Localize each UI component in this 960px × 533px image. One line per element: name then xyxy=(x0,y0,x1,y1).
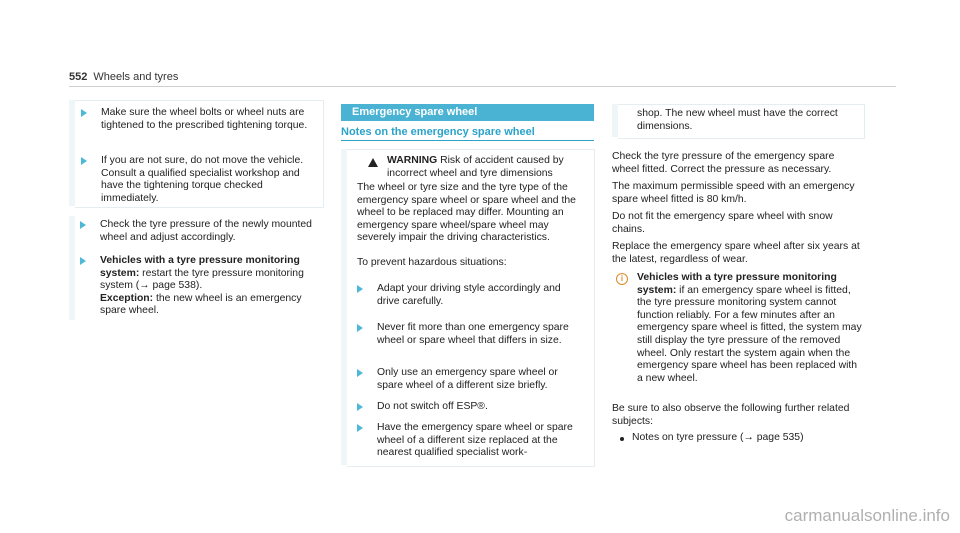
warning-icon xyxy=(368,158,378,167)
list-item-tpms-restart xyxy=(80,255,324,318)
arrow-icon xyxy=(357,324,363,332)
item-text: Make sure the wheel bolts or wheel nuts are tightened to the prescribed tightening torque. xyxy=(101,107,308,131)
step-bar xyxy=(69,216,75,320)
info-note xyxy=(637,272,865,385)
exception-label: Exception: xyxy=(100,292,154,304)
item-text: Adapt your driving style accordingly and drive carefully. xyxy=(377,283,561,307)
item-text xyxy=(100,255,324,318)
info-text: if an emergency spare wheel is fitted, the tyre pressure monitoring system cannot function reliably. For a few minutes after an emergency spare wheel is fitted, the system may still display the tyre pressure of the removed wheel. Only restart the system again when the emergency spare wheel has been replaced with a new wheel. xyxy=(637,284,862,384)
header-rule xyxy=(69,86,896,87)
paragraph: The maximum permissible speed with an emergency spare wheel fitted is 80 km/h. xyxy=(612,181,855,205)
paragraph: Do not fit the emergency spare wheel with snow chains. xyxy=(612,211,833,235)
paragraph: Be sure to also observe the following further related subjects: xyxy=(612,403,850,427)
page-number: 552 xyxy=(69,71,88,83)
info-label: Vehicles with a tyre pressure monitoring system: xyxy=(637,272,837,296)
list-item xyxy=(357,422,585,460)
arrow-icon xyxy=(357,403,363,411)
list-item xyxy=(357,367,585,392)
item-text: Do not switch off ESP®. xyxy=(377,401,488,412)
warning-prevent: To prevent hazardous situations: xyxy=(357,257,507,268)
list-item-check-pressure xyxy=(80,219,324,244)
arrow-icon xyxy=(357,424,363,432)
bullet-icon xyxy=(620,437,624,441)
arrow-icon xyxy=(357,285,363,293)
list-item xyxy=(81,107,317,132)
tpms-text: restart the tyre pressure monitoring system (→ page 538). xyxy=(100,267,304,292)
warning-cont-text: shop. The new wheel must have the correct dimensions. xyxy=(637,108,838,132)
subsection-title: Notes on the emergency spare wheel xyxy=(341,126,535,138)
list-item xyxy=(357,322,585,347)
arrow-icon xyxy=(81,157,87,165)
section-name: Wheels and tyres xyxy=(93,71,179,83)
arrow-icon xyxy=(81,109,87,117)
list-item xyxy=(357,283,585,308)
subsection-rule xyxy=(341,140,594,141)
arrow-icon xyxy=(357,369,363,377)
list-item xyxy=(357,401,585,414)
paragraph: Check the tyre pressure of the emergency spare wheel fitted. Correct the pressure as necessary. xyxy=(612,151,835,175)
item-text: Never fit more than one emergency spare wheel or spare wheel that differs in size. xyxy=(377,322,569,346)
section-title: Emergency spare wheel xyxy=(341,104,594,121)
item-text: Have the emergency spare wheel or spare wheel of a different size replaced at the nearest qualified specialist work- xyxy=(377,422,573,459)
arrow-icon xyxy=(80,221,86,229)
warning-title: Risk of accident caused by incorrect wheel and tyre dimensions xyxy=(387,155,564,179)
related-link[interactable]: Notes on tyre pressure (→ page 535) xyxy=(632,432,804,443)
arrow-icon xyxy=(80,257,86,265)
warning-body: The wheel or tyre size and the tyre type of the emergency spare wheel or spare wheel and the wheel to be replaced may differ. Mounting an emergency spare wheel/spare wheel may severely impair the driving characteristics. xyxy=(357,182,576,244)
exception-text: the new wheel is an emergency spare wheel. xyxy=(100,292,302,317)
item-text: If you are not sure, do not move the vehicle. Consult a qualified specialist workshop and have the tightening torque checked immediately. xyxy=(101,155,304,204)
item-text: Only use an emergency spare wheel or spare wheel of a different size briefly. xyxy=(377,367,558,391)
item-text: Check the tyre pressure of the newly mounted wheel and adjust accordingly. xyxy=(100,219,312,243)
list-item xyxy=(81,155,317,205)
page-header xyxy=(69,71,178,84)
info-icon: i xyxy=(616,273,628,285)
watermark: carmanualsonline.info xyxy=(784,506,950,526)
tpms-label: Vehicles with a tyre pressure monitoring system: xyxy=(100,255,300,279)
warning-label: WARNING xyxy=(387,155,438,166)
warning-heading xyxy=(387,155,587,180)
paragraph: Replace the emergency spare wheel after six years at the latest, regardless of wear. xyxy=(612,241,860,265)
